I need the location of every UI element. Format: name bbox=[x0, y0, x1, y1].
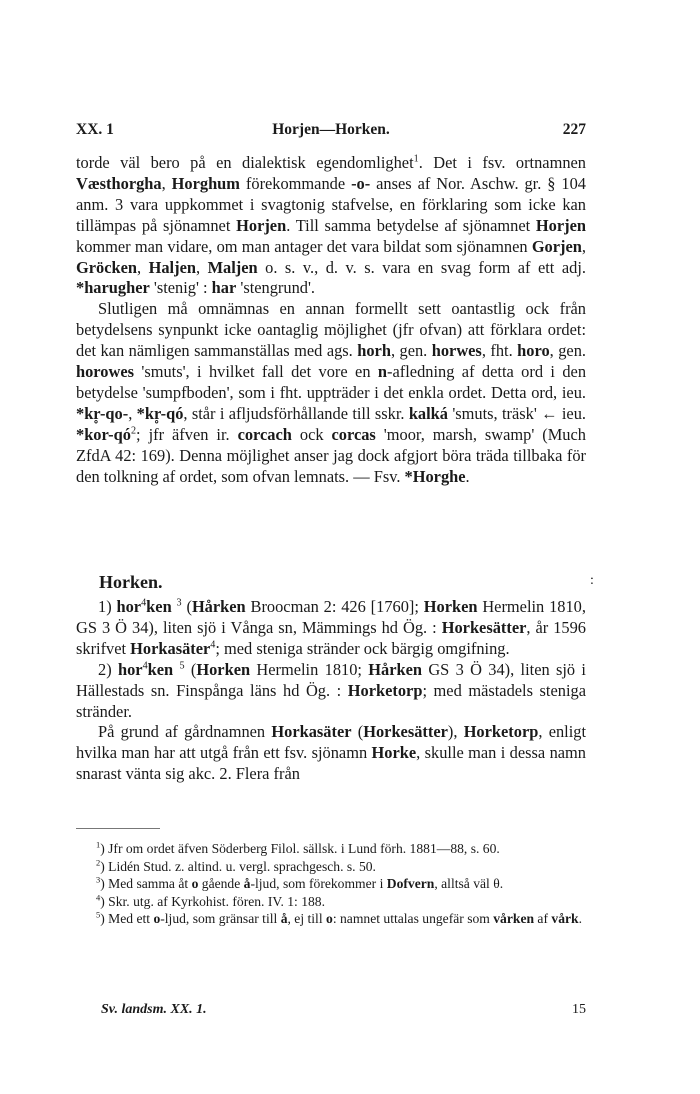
bold-term: Horkasäter bbox=[130, 638, 211, 658]
bold-term: Hårken bbox=[191, 597, 246, 616]
text-run: 'smuts, träsk' ← ieu. bbox=[448, 403, 586, 423]
footnote-marker: 5 bbox=[96, 909, 101, 920]
bold-term: Horke bbox=[371, 743, 417, 763]
text-run: Broocman 2: 426 [1760]; bbox=[245, 597, 424, 616]
bold-term: *kor-qó bbox=[76, 424, 131, 444]
text-run: 'smuts', i hvilket fall det vore en bbox=[133, 362, 378, 382]
footnote-marker: 2 bbox=[130, 425, 137, 437]
bold-term: corcas bbox=[331, 424, 376, 444]
text-run: förekommande bbox=[239, 173, 352, 193]
body-text bbox=[76, 153, 586, 488]
header-volume: XX. 1 bbox=[76, 121, 114, 138]
bold-term: Horjen bbox=[535, 215, 586, 235]
text-run: kommer man vidare, om man antager det vara bildat som sjönamnen bbox=[76, 236, 532, 256]
bold-term: Horketorp bbox=[463, 722, 539, 742]
bold-term: å bbox=[243, 876, 251, 892]
text-run: , ej till bbox=[287, 911, 327, 927]
entry-paragraph bbox=[76, 597, 586, 660]
margin-mark: : bbox=[590, 573, 594, 588]
footnote-marker: 1 bbox=[96, 839, 101, 850]
bold-term: Horken bbox=[196, 659, 251, 679]
paragraph bbox=[76, 153, 586, 299]
bold-term: horwes bbox=[431, 341, 482, 361]
bold-term: *harugher bbox=[76, 278, 150, 298]
text-run: , bbox=[161, 173, 172, 193]
bold-term: Maljen bbox=[207, 257, 258, 277]
text-run: , enligt hvilka man har att utgå från ett fsv. sjönamn bbox=[76, 722, 587, 763]
bold-term: corcach bbox=[237, 424, 292, 444]
footnote-marker: 1 bbox=[413, 153, 419, 165]
page-footer bbox=[76, 1002, 586, 1022]
text-run: ; med mästadels steniga stränder. bbox=[76, 680, 586, 721]
entry-paragraph bbox=[76, 660, 586, 723]
text-run: ), bbox=[447, 722, 464, 742]
footnote bbox=[76, 858, 586, 876]
footnote-marker: 2 bbox=[96, 857, 101, 868]
text-run: Hermelin 1810, GS 3 Ö 34), liten sjö i Vånga sn, Mämmings hd Ög. : bbox=[76, 597, 586, 637]
bold-term: *kr̥-qo- bbox=[76, 403, 129, 423]
bold-term: Horghum bbox=[171, 173, 240, 193]
bold-term: *kr̥-qó bbox=[136, 403, 184, 423]
text-run: 'stenig' : bbox=[149, 278, 212, 298]
bold-term: ken bbox=[147, 659, 174, 679]
footnotes bbox=[76, 840, 586, 928]
bold-term: Horken bbox=[423, 597, 478, 616]
bold-term: horo bbox=[517, 341, 550, 361]
text-run: ; med steniga stränder ock bärgig omgifning. bbox=[215, 638, 510, 658]
text-run: 'moor, marsh, swamp' (Much ZfdA 42: 169). Denna möjlighet anser jag dock afgjort böra träda tillbaka för den tolkning af ordet, som ofvan lemnats. — Fsv. bbox=[76, 424, 586, 486]
text-run: Hermelin 1810; bbox=[250, 659, 369, 679]
text-run: : namnet uttalas ungefär som bbox=[332, 911, 494, 927]
text-run: 'stengrund'. bbox=[236, 278, 316, 298]
text-run: , bbox=[128, 403, 137, 423]
bold-term: horh bbox=[357, 341, 391, 361]
bold-term: *Horghe bbox=[404, 466, 466, 486]
page-number: 227 bbox=[562, 121, 586, 138]
bold-term: Gorjen bbox=[531, 236, 582, 256]
text-run: . bbox=[465, 466, 470, 486]
text-run: ( bbox=[184, 659, 197, 679]
text-run: , bbox=[581, 236, 586, 256]
footnote-marker: 3 bbox=[176, 597, 182, 609]
bold-term: Horkesätter bbox=[363, 722, 448, 742]
bold-term: Haljen bbox=[148, 257, 196, 277]
text-run: ( bbox=[181, 597, 192, 616]
text-run: ) Med ett bbox=[100, 911, 154, 927]
bold-term: Dofvern bbox=[386, 876, 435, 892]
bold-term: hor bbox=[117, 659, 143, 679]
bold-term: horowes bbox=[76, 362, 134, 382]
header-title: Horjen—Horken. bbox=[272, 121, 390, 138]
text-run: , gen. bbox=[549, 341, 586, 361]
footnote-rule bbox=[76, 828, 160, 829]
footnote-marker: 5 bbox=[179, 660, 185, 672]
footnote bbox=[76, 840, 586, 858]
text-run: , gen. bbox=[390, 341, 432, 361]
bold-term: å bbox=[280, 911, 288, 927]
section-heading: Horken. bbox=[99, 572, 163, 592]
bold-term: ken bbox=[146, 597, 172, 616]
bold-term: Horketorp bbox=[347, 680, 423, 700]
bold-term: n bbox=[377, 362, 388, 382]
text-run: . bbox=[578, 911, 582, 927]
text-run: -afledning af detta ord i den betydelse 'sumpfboden', som i fht. uppträder i det enkla ordet. Detta ord, ieu. bbox=[76, 362, 587, 402]
text-run: På grund af gårdnamnen bbox=[98, 722, 272, 742]
text-run: ) Med samma åt bbox=[100, 876, 192, 892]
text-run: -ljud, som gränsar till bbox=[160, 911, 281, 927]
text-run: GS 3 Ö 34), liten sjö i Hällestads sn. Finspånga läns hd Ög. : bbox=[76, 659, 586, 700]
bold-term: o bbox=[153, 911, 161, 927]
entry-paragraph bbox=[76, 722, 586, 785]
bold-term: o bbox=[191, 876, 199, 892]
bold-term: -o- bbox=[351, 173, 371, 193]
bold-term: Horkesätter bbox=[441, 617, 527, 637]
text-run: , fht. bbox=[481, 341, 518, 361]
footnote-marker: 4 bbox=[142, 660, 148, 672]
sheet-number: 15 bbox=[572, 1002, 586, 1017]
text-run: ock bbox=[291, 424, 332, 444]
bold-term: vårken bbox=[493, 911, 535, 927]
text-run: , bbox=[195, 257, 208, 277]
signature-mark: Sv. landsm. XX. 1. bbox=[101, 1002, 207, 1017]
bold-term: Horjen bbox=[236, 215, 287, 235]
footnote bbox=[76, 910, 586, 928]
text-run: ) Jfr om ordet äfven Söderberg Filol. sällsk. i Lund förh. 1881—88, s. 60. bbox=[100, 841, 500, 856]
bold-term: kalká bbox=[408, 403, 448, 423]
bold-term: Gröcken bbox=[76, 257, 138, 277]
footnote-marker: 4 bbox=[141, 597, 147, 609]
text-run: gående bbox=[198, 876, 244, 892]
text-run: ( bbox=[351, 722, 364, 742]
bold-term: Væsthorgha bbox=[76, 173, 162, 193]
text-run: anses af Nor. Aschw. gr. § 104 anm. 3 vara uppkommet i svagtonig stafvelse, en förklaring som icke kan tillämpas på sjönamnet bbox=[76, 173, 586, 235]
text-run: ) Lidén Stud. z. altind. u. vergl. sprachgesch. s. 50. bbox=[100, 858, 376, 874]
text-run: af bbox=[534, 911, 552, 927]
bold-term: har bbox=[211, 278, 237, 298]
bold-term: vårk bbox=[551, 911, 579, 927]
text-run: 1) bbox=[98, 597, 117, 616]
text-run: -ljud, som förekommer i bbox=[250, 876, 387, 892]
text-run: , står i afljudsförhållande till sskr. bbox=[183, 403, 409, 423]
text-run: , år 1596 skrifvet bbox=[76, 617, 586, 658]
footnote bbox=[76, 875, 586, 893]
paragraph bbox=[76, 299, 586, 487]
entry-text bbox=[76, 597, 586, 785]
text-run: 2) bbox=[98, 659, 118, 679]
footnote-marker: 4 bbox=[96, 892, 101, 903]
text-run: ) Skr. utg. af Kyrkohist. fören. IV. 1: 188. bbox=[100, 893, 325, 909]
bold-term: Hårken bbox=[368, 659, 423, 679]
text-run: . Det i fsv. ortnamnen bbox=[418, 153, 586, 172]
text-run: o. s. v., d. v. s. vara en svag form af ett adj. bbox=[257, 257, 586, 277]
text-run: Slutligen må omnämnas en annan formellt sett oantastlig ock från betydelsens synpunkt icke oantaglig möjlighet (jfr ofvan) att förklara ordet: det kan nämligen sammanställas med ags. bbox=[76, 299, 586, 361]
bold-term: Horkasäter bbox=[271, 722, 352, 742]
footnote bbox=[76, 893, 586, 911]
text-run: ; jfr äfven ir. bbox=[136, 424, 238, 444]
text-run: , bbox=[137, 257, 149, 277]
bold-term: hor bbox=[116, 597, 142, 616]
running-header bbox=[76, 121, 586, 143]
text-run: , skulle man i dessa namn snarast vänta sig akc. 2. Flera från bbox=[76, 743, 586, 784]
text-run: . Till samma betydelse af sjönamnet bbox=[286, 215, 536, 235]
text-run: torde väl bero på en dialektisk egendomlighet bbox=[76, 153, 414, 172]
footnote-marker: 3 bbox=[96, 874, 101, 885]
footnote-marker: 4 bbox=[210, 639, 216, 651]
text-run: , alltså väl θ. bbox=[434, 876, 504, 892]
bold-term: o bbox=[326, 911, 333, 927]
